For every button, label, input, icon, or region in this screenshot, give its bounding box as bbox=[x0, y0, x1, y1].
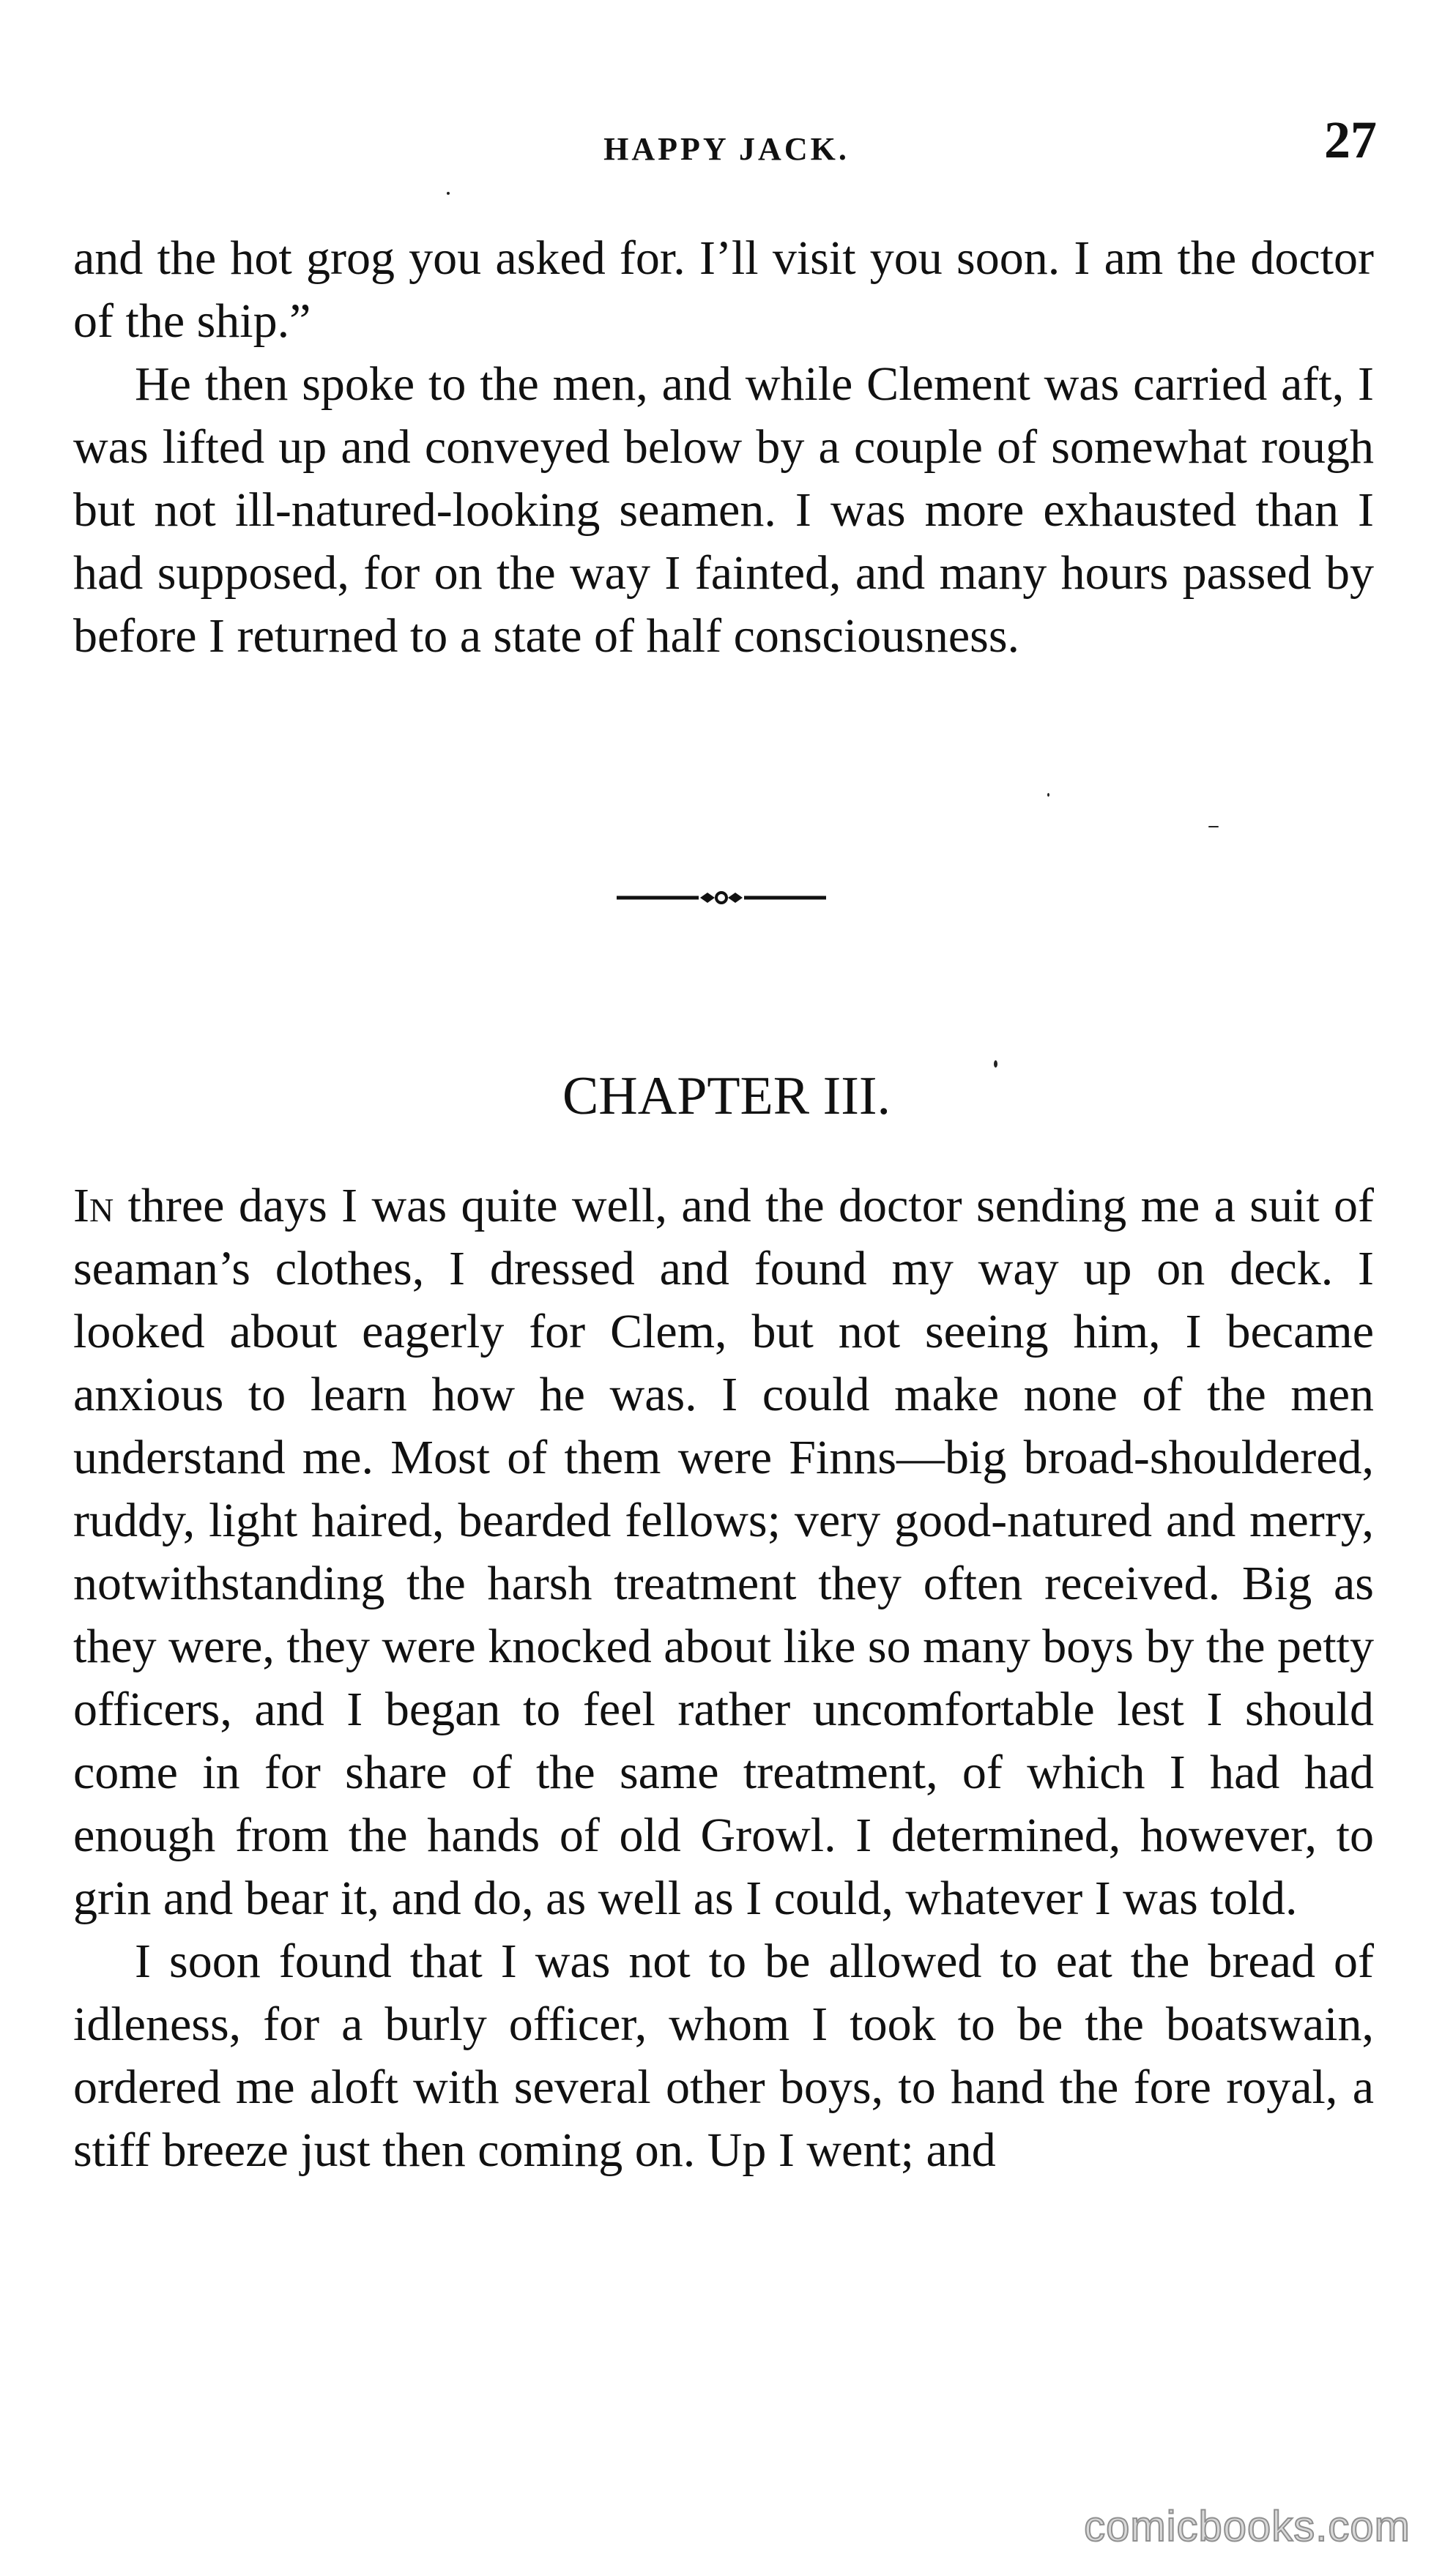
paper-speck bbox=[447, 192, 450, 195]
chapter-first-paragraph-text: three days I was quite well, and the doctor sending me a suit of seaman’s clothes, I dressed and found my way up on deck. I looked about eagerly for Clem, but not seeing him, I became anxious to learn how he was. I could make none of the men understand me. Most of them were Finns—big broad-shouldered, ruddy, light haired, bearded fellows; very good-natured and merry, notwithstanding the harsh treatment they often received. Big as they were, they were knocked about like so many boys by the petty officers, and I began to feel rather uncomfortable lest I should come in for share of the same treatment, of which I had had enough from the hands of old Growl. I determined, however, to grin and bear it, and do, as well as I could, whatever I was told. bbox=[73, 1179, 1375, 1925]
running-title: HAPPY JACK. bbox=[603, 131, 850, 167]
running-head bbox=[73, 110, 1380, 176]
paragraph: He then spoke to the men, and while Clement was carried aft, I was lifted up and conveyed below by a couple of somewhat rough but not ill-natured-looking seamen. I was more exhausted than I had supposed, for on the way I fainted, and many hours passed by before I returned to a state of half consciousness. bbox=[73, 357, 1374, 663]
chapter-title: CHAPTER III. bbox=[562, 1066, 891, 1126]
page-number: 27 bbox=[1324, 111, 1377, 169]
paper-speck bbox=[994, 1060, 997, 1068]
opening-text bbox=[73, 227, 1374, 668]
chapter-divider-ornament bbox=[617, 889, 826, 907]
paragraph: I soon found that I was not to be allowed to eat the bread of idleness, for a burly officer, whom I took to be the boatswain, ordered me aloft with several other boys, to hand the fore royal, a stiff breeze just then coming on. Up I went; and bbox=[73, 1935, 1374, 2177]
watermark: comicbooks.com bbox=[1084, 2503, 1411, 2550]
paragraph-continuation: and the hot grog you asked for. I’ll visit you soon. I am the doctor of the ship.” bbox=[73, 231, 1374, 348]
chapter-first-paragraph bbox=[73, 1175, 1374, 1930]
chapter-text bbox=[73, 1175, 1374, 2182]
chapter-first-word: In bbox=[73, 1179, 114, 1232]
paper-speck bbox=[1208, 826, 1219, 827]
paper-speck bbox=[1047, 793, 1049, 797]
